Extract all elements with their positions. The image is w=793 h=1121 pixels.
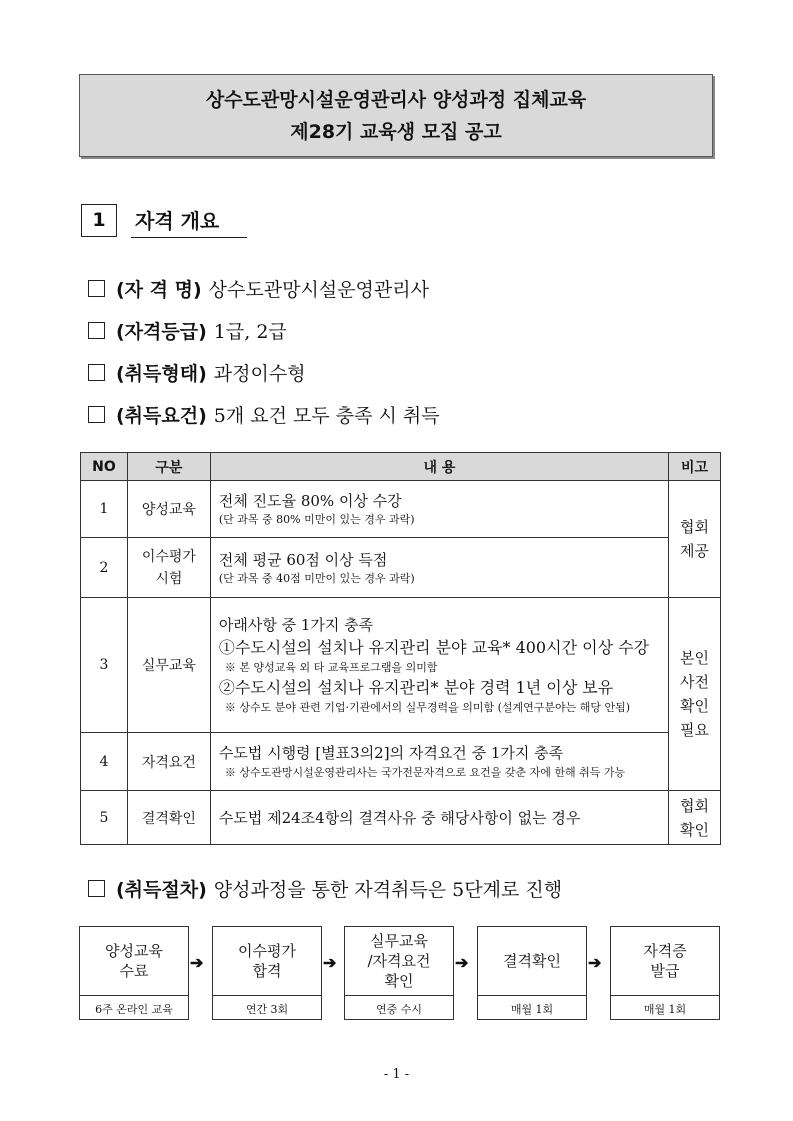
table-row <box>81 791 721 845</box>
flow-step-label: 양성교육 수료 <box>80 927 188 996</box>
flow-step-frequency: 매월 1회 <box>510 1002 554 1016</box>
flow-step-frequency: 6주 온라인 교육 <box>95 1002 173 1016</box>
item-value: 과정이수형 <box>213 363 306 385</box>
content-main: 전체 평균 60점 이상 득점 <box>218 550 388 569</box>
title-box <box>79 74 713 157</box>
content-main: 전체 진도율 80% 이상 수강 <box>218 492 402 510</box>
content-note: ※ 상수도관망시설운영관리사는 국가전문자격으로 요건을 갖춘 자에 한해 취득 가능 <box>224 766 626 779</box>
item-label: (취득요건) <box>116 405 207 427</box>
row-no: 4 <box>81 733 128 791</box>
row-content <box>210 598 668 733</box>
row-no: 3 <box>81 598 128 733</box>
table-row <box>81 538 721 598</box>
checkbox-icon <box>88 364 105 381</box>
flow-step <box>477 926 587 1020</box>
arrow-right-icon: ➔ <box>190 953 204 972</box>
item-procedure <box>88 875 562 902</box>
flow-step-label: 이수평가 합격 <box>213 927 321 996</box>
row-content <box>210 538 668 598</box>
item-value: 5개 요건 모두 충족 시 취득 <box>213 405 440 427</box>
remark-provided: 협회 제공 <box>669 481 721 598</box>
flow-step <box>610 926 720 1020</box>
flow-step-frequency: 연중 수시 <box>375 1002 422 1016</box>
row-content <box>210 733 668 791</box>
arrow-right-icon: ➔ <box>588 953 602 972</box>
item-qualification-grade <box>88 317 287 344</box>
content-line-2: ①수도시설의 설치나 유지관리 분야 교육* 400시간 이상 수강 <box>218 638 650 657</box>
flow-step-frequency: 연간 3회 <box>245 1002 289 1016</box>
item-label: (자격등급) <box>116 321 207 343</box>
row-no: 5 <box>81 791 128 845</box>
row-no: 1 <box>81 481 128 538</box>
item-value: 1급, 2급 <box>213 321 287 343</box>
row-content <box>210 791 668 845</box>
header-category: 구분 <box>127 453 210 481</box>
item-qualification-name <box>88 275 429 302</box>
content-sub: (단 과목 중 40점 미만이 있는 경우 과락) <box>218 571 415 585</box>
row-category: 양성교육 <box>127 481 210 538</box>
table-row <box>81 733 721 791</box>
section-header <box>81 202 247 238</box>
checkbox-icon <box>88 406 105 423</box>
content-main: 수도법 제24조4항의 결격사유 중 해당사항이 없는 경우 <box>218 808 581 827</box>
content-line-3: ②수도시설의 설치나 유지관리* 분야 경력 1년 이상 보유 <box>218 678 614 697</box>
content-main: 수도법 시행령 [별표3의2]의 자격요건 중 1가지 충족 <box>218 744 564 762</box>
item-acquisition-type <box>88 359 306 386</box>
content-line-1: 아래사항 중 1가지 충족 <box>218 616 374 634</box>
remark-self-check: 본인 사전 확인 필요 <box>669 598 721 791</box>
flow-step <box>212 926 322 1020</box>
row-no: 2 <box>81 538 128 598</box>
content-note-1: ※ 본 양성교육 외 타 교육프로그램을 의미함 <box>224 661 438 674</box>
flow-step <box>79 926 189 1020</box>
requirements-table <box>80 452 721 845</box>
item-acquisition-requirements <box>88 401 440 428</box>
section-title: 자격 개요 <box>131 203 247 238</box>
row-category: 결격확인 <box>127 791 210 845</box>
remark-confirmed: 협회 확인 <box>669 791 721 845</box>
row-category: 자격요건 <box>127 733 210 791</box>
flow-step <box>344 926 454 1020</box>
title-line-1: 상수도관망시설운영관리사 양성과정 집체교육 <box>205 88 587 111</box>
row-content <box>210 481 668 538</box>
row-category: 이수평가 시험 <box>127 538 210 598</box>
header-no: NO <box>81 453 128 481</box>
flow-step-frequency: 매월 1회 <box>643 1002 687 1016</box>
header-remarks: 비고 <box>669 453 721 481</box>
item-label: (자 격 명) <box>116 279 202 301</box>
checkbox-icon <box>88 280 105 297</box>
section-number: 1 <box>81 204 117 237</box>
arrow-right-icon: ➔ <box>455 953 469 972</box>
flow-step-label: 결격확인 <box>478 927 586 996</box>
item-label: (취득형태) <box>116 363 207 385</box>
item-value: 상수도관망시설운영관리사 <box>208 279 429 301</box>
content-note-2: ※ 상수도 분야 관련 기업·기관에서의 실무경력을 의미함 (설계연구분야는 해당 안됨) <box>224 701 631 714</box>
table-row <box>81 481 721 538</box>
table-row <box>81 598 721 733</box>
item-label: (취득절차) <box>116 879 207 901</box>
checkbox-icon <box>88 880 105 897</box>
content-sub: (단 과목 중 80% 미만이 있는 경우 과락) <box>218 513 415 526</box>
page-number: - 1 - <box>383 1067 410 1082</box>
title-line-2: 제28기 교육생 모집 공고 <box>290 120 502 143</box>
row-category: 실무교육 <box>127 598 210 733</box>
table-header-row <box>81 453 721 481</box>
arrow-right-icon: ➔ <box>323 953 337 972</box>
flow-step-label: 자격증 발급 <box>611 927 719 996</box>
header-content: 내 용 <box>210 453 668 481</box>
flow-step-label: 실무교육 /자격요건 확인 <box>345 927 453 996</box>
item-value: 양성과정을 통한 자격취득은 5단계로 진행 <box>213 879 563 901</box>
checkbox-icon <box>88 322 105 339</box>
